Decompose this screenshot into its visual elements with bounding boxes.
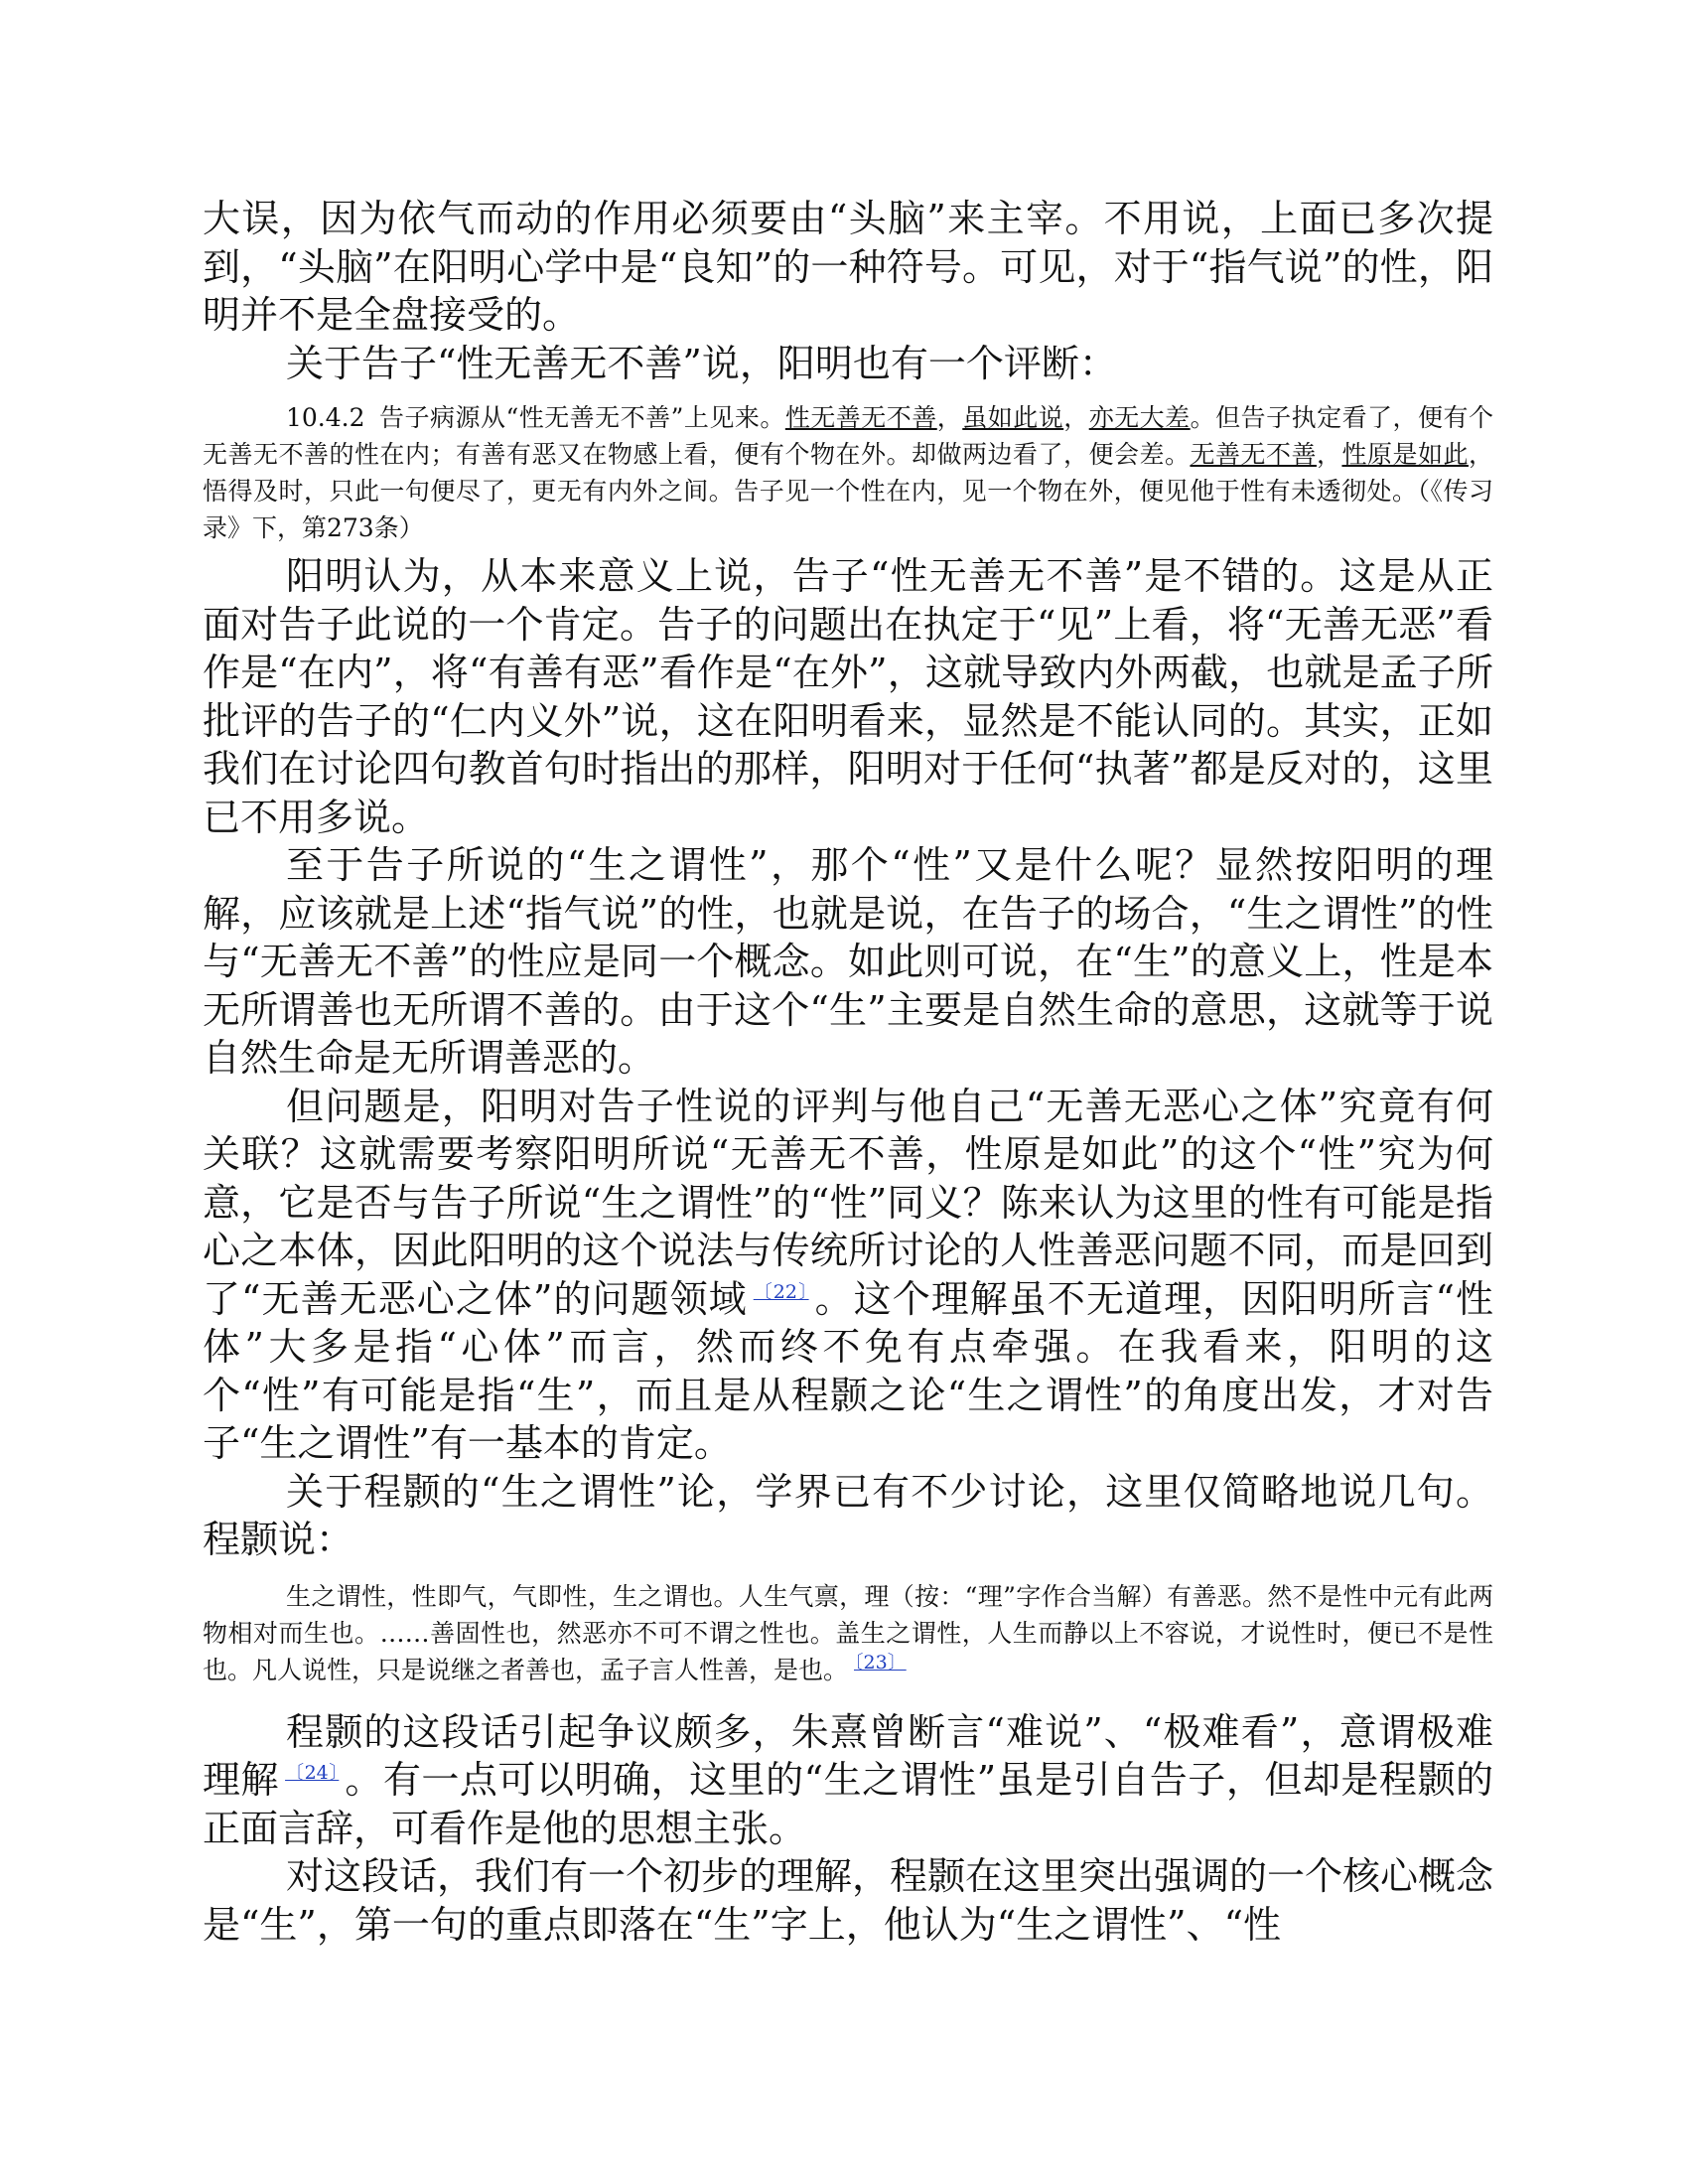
underlined-phrase: 亦无大差: [1088, 403, 1191, 432]
quote-number: 10.4.2: [286, 403, 365, 432]
body-paragraph-8: 对这段话，我们有一个初步的理解，程颢在这里突出强调的一个核心概念是“生”，第一句的重点即落在“生”字上，他认为“生之谓性”、“性: [203, 1854, 1494, 1947]
body-paragraph-6: 关于程颢的“生之谓性”论，学界已有不少讨论，这里仅简略地说几句。程颢说：: [203, 1469, 1493, 1561]
body-paragraph-2: 关于告子“性无善无不善”说，阳明也有一个评断：: [286, 341, 1117, 385]
underlined-phrase: 性原是如此: [1341, 440, 1469, 469]
underlined-phrase: 无善无不善: [1190, 440, 1317, 469]
footnote-link-24[interactable]: 〔24〕: [285, 1762, 340, 1785]
document-page: [203, 195, 1493, 1949]
body-paragraph-3: 阳明认为，从本来意义上说，告子“性无善无不善”是不错的。这是从正面对告子此说的一个肯定。告子的问题出在执定于“见”上看，将“无善无恶”看作是“在内”，将“有善有恶”看作是“在外”，这就导致内外两截，也就是孟子所批评的告子的“仁内义外”说，这在阳明看来，显然是不能认同的。其实，正如我们在讨论四句教首句时指出的那样，阳明对于任何“执著”都是反对的，这里已不用多说。: [203, 554, 1493, 839]
footnote-link-22[interactable]: 〔22〕: [753, 1280, 809, 1303]
body-paragraph-7: 程颢的这段话引起争议颇多，朱熹曾断言“难说”、“极难看”，意谓极难理解 $^{〔24〕}$ 。有一点可以明确，这里的“生之谓性”虽是引自告子，但却是程颢的正面言辞，可看作是他的思想主张。: [203, 1709, 1493, 1850]
body-paragraph-4: 至于告子所说的“生之谓性”，那个“性”又是什么呢？显然按阳明的理解，应该就是上述“指气说”的性，也就是说，在告子的场合，“生之谓性”的性与“无善无不善”的性应是同一个概念。如此则可说，在“生”的意义上，性是本无所谓善也无所谓不善的。由于这个“生”主要是自然生命的意思，这就等于说自然生命是无所谓善恶的。: [203, 843, 1493, 1080]
underlined-phrase: 虽如此说: [962, 403, 1064, 432]
body-paragraph-5: 但问题是，阳明对告子性说的评判与他自己“无善无恶心之体”究竟有何关联？这就需要考察阳明所说“无善无不善，性原是如此”的这个“性”究为何意，它是否与告子所说“生之谓性”的“性”同义？陈来认为这里的性有可能是指心之本体，因此阳明的这个说法与传统所讨论的人性善恶问题不同，而是回到了“无善无恶心之体”的问题领域 $^{〔22〕}$ 。这个理解虽不无道理，因阳明所言“性体”大多是指“心体”而言，然而终不免有点牵强。在我看来，阳明的这个“性”有可能是指“生”，而且是从程颢之论“生之谓性”的角度出发，才对告子“生之谓性”有一基本的肯定。: [203, 1084, 1493, 1465]
body-paragraph-1: 大误，因为依气而动的作用必须要由“头脑”来主宰。不用说，上面已多次提到，“头脑”在阳明心学中是“良知”的一种符号。可见，对于“指气说”的性，阳明并不是全盘接受的。: [203, 197, 1493, 337]
underlined-phrase: 性无善无不善: [784, 403, 937, 432]
block-quote-1: 10.4.2 告子病源从“性无善无不善”上见来。性无善无不善，虽如此说，亦无大差。但告子执定看了，便有个无善无不善的性在内；有善有恶又在物感上看，便有个物在外。却做两边看了，便会差。无善无不善，性原是如此，悟得及时，只此一句便尽了，更无有内外之间。告子见一个性在内，见一个物在外，便见他于性有未透彻处。（《传习录》下，第273条）: [203, 403, 1493, 542]
footnote-link-23[interactable]: 〔23〕: [854, 1652, 907, 1674]
block-quote-2: 生之谓性，性即气，气即性，生之谓也。人生气禀，理（按：“理”字作合当解）有善恶。然不是性中元有此两物相对而生也。……善固性也，然恶亦不可不谓之性也。盖生之谓性，人生而静以上不容说，才说性时，便已不是性也。凡人说性，只是说继之者善也，孟子言人性善，是也。 $^{〔23〕}$: [203, 1581, 1493, 1684]
